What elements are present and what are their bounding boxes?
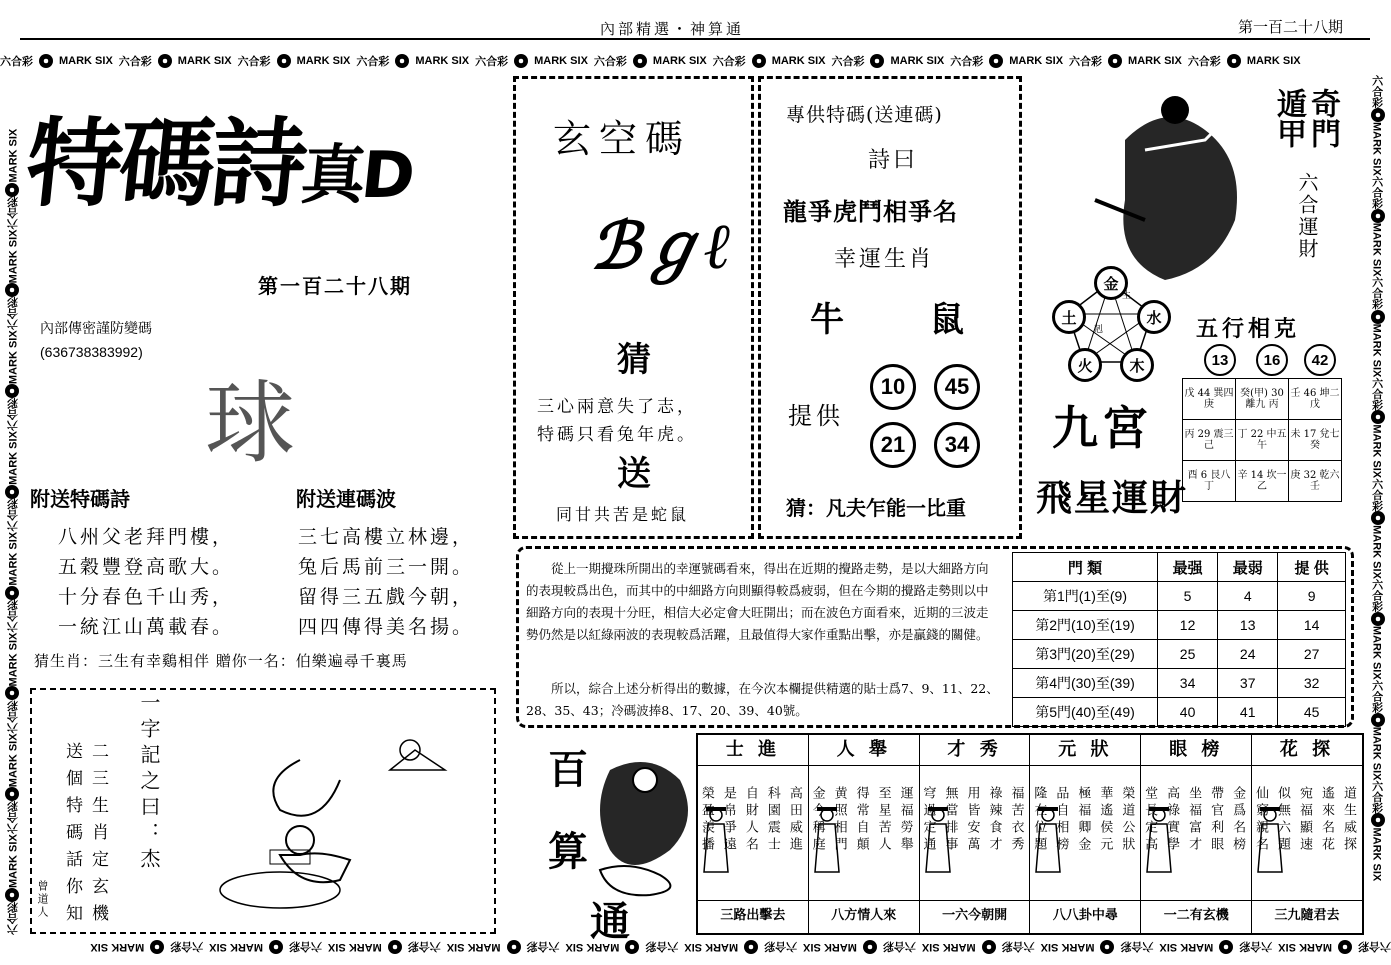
bottom-border-strip [0, 936, 1391, 958]
border-brand-text: MARK SIX [1370, 424, 1383, 479]
door-cell: 第5門(40)至(49) [1013, 698, 1158, 727]
border-logo-text: 六合彩 [882, 940, 916, 952]
border-brand-text: MARK SIX [7, 128, 20, 183]
border-logo-text: 六合彩 [1370, 780, 1383, 814]
border-brand-text: MARK SIX [327, 941, 382, 953]
flower-icon [744, 940, 758, 954]
exam-verse-column: 極福卿金 [1075, 786, 1091, 854]
border-logo-text: 六合彩 [170, 940, 204, 952]
poem-line: 一統江山萬載春。 [58, 616, 235, 638]
top-border-strip [0, 50, 1391, 72]
border-brand-text: MARK SIX [415, 55, 470, 67]
exam-verse-column: 是帛爭遠 [720, 786, 736, 854]
table-row [1013, 582, 1346, 611]
border-logo-text: 六合彩 [1370, 276, 1383, 310]
border-brand-text: MARK SIX [209, 941, 263, 953]
door-cell: 40 [1158, 698, 1218, 727]
xuan-title: 玄空碼 [553, 117, 692, 161]
wuxing-title: 五行相克 [1196, 316, 1301, 342]
secret-code: (636738383992) [40, 344, 143, 360]
border-brand-text: MARK SIX [1159, 941, 1214, 953]
border-logo-text: 六合彩 [356, 56, 390, 68]
border-brand-text: MARK SIX [1009, 55, 1064, 67]
border-logo-text: 六合彩 [7, 398, 20, 432]
exam-verse-column: 用皆安萬 [964, 786, 980, 854]
flower-icon [5, 384, 19, 398]
table-row [1013, 698, 1346, 727]
flower-icon [870, 54, 884, 68]
wuxing-number: 16 [1256, 344, 1288, 376]
xuan-guess-label: 猜 [617, 340, 651, 380]
flower-icon [5, 283, 19, 297]
flower-icon [150, 940, 164, 954]
xuan-script-glyph: ℬℊℓ [590, 209, 732, 284]
border-brand-text: MARK SIX [7, 733, 20, 788]
exam-verse-column: 品自相榜 [1053, 786, 1069, 854]
border-brand-text: MARK SIX [771, 55, 826, 67]
flower-icon [158, 54, 172, 68]
border-logo-text: 六合彩 [831, 56, 865, 68]
border-logo-text: 六合彩 [1370, 175, 1383, 209]
exam-verse-column: 榮盈羡播 [698, 786, 714, 854]
door-header: 最强 [1158, 553, 1218, 582]
exam-title: 元 狀 [1030, 735, 1140, 766]
border-logo-text: 六合彩 [0, 56, 33, 68]
liuhe-sub: 六合運財 [1295, 172, 1319, 260]
flower-icon [1108, 54, 1122, 68]
flower-icon [1371, 511, 1385, 525]
exam-footer: 三路出擊去 [698, 900, 808, 931]
exam-verse-column: 似無六題 [1274, 786, 1290, 854]
wave-line: 留得三五戲今朝， [298, 586, 475, 608]
exam-verse-column: 穹過定通 [920, 786, 936, 854]
door-header: 門 類 [1013, 553, 1158, 582]
number-ball: 45 [934, 364, 980, 410]
element-fire: 火 [1068, 348, 1102, 382]
exam-verse-column: 坐福富才 [1186, 786, 1202, 854]
flower-icon [1371, 713, 1385, 727]
wave-block [298, 522, 474, 642]
border-brand-text: MARK SIX [890, 55, 945, 67]
baisuan-char: 算 [548, 828, 588, 875]
table-row [1013, 640, 1346, 669]
border-logo-text: 六合彩 [1239, 940, 1273, 952]
header-issue: 第一百二十八期 [1238, 18, 1344, 36]
door-cell: 第1門(1)至(9) [1013, 582, 1158, 611]
border-logo-text: 六合彩 [1120, 940, 1154, 952]
scholar-illustration [200, 720, 480, 920]
nine-palace-title: 九宮 [1052, 401, 1152, 455]
exam-title: 士 進 [698, 735, 808, 766]
exam-verse-column: 道生威探 [1340, 786, 1356, 854]
exam-footer: 三九隨君去 [1252, 900, 1362, 931]
flower-icon [514, 54, 528, 68]
border-logo-text: 六合彩 [1358, 940, 1391, 952]
exam-verse-column: 運福勞舉 [897, 786, 913, 854]
border-logo-text: 六合彩 [475, 56, 509, 68]
door-cell: 第4門(30)至(39) [1013, 669, 1158, 698]
door-cell: 27 [1278, 640, 1346, 669]
analysis-para1: 從上一期攪珠所開出的幸運號碼看來，得出在近期的攪路走勢，是以大細路方向的表現較爲出色，而其中的中細路方向則顯得較爲疲弱，但在今期的攪路走勢則以中細路方向的表現十分旺，相信大必定會大旺開出；而在波色方面看來，近期的三波走勢仍然是以紅綠兩波的表現較爲活躍，且最值得大家作重點出擊，亦是贏錢的關健。 [526, 561, 989, 642]
flower-icon [5, 183, 19, 197]
dunjia-title: 遁甲 [1271, 88, 1306, 148]
special-guess-line: 猜：凡夫乍能一比重 [786, 496, 966, 520]
guess-zodiac-line: 猜生肖：三生有幸鷄相伴 贈你一名：伯樂遍尋千裏馬 [34, 652, 408, 670]
border-brand-text: MARK SIX [652, 55, 707, 67]
poem-line: 十分春色千山秀， [58, 586, 235, 608]
wave-title: 附送連碼波 [296, 487, 396, 511]
border-logo-text: 六合彩 [526, 940, 560, 952]
flower-icon [1371, 410, 1385, 424]
border-logo-text: 六合彩 [407, 940, 441, 952]
element-small-ke: 剋 [1094, 325, 1104, 335]
exam-verse-column: 帶官利眼 [1208, 786, 1224, 854]
exam-verse-column: 福苦衣秀 [1008, 786, 1024, 854]
exam-column [809, 735, 920, 933]
border-brand-text: MARK SIX [1370, 726, 1383, 781]
border-logo-text: 六合彩 [7, 902, 20, 935]
verse-column: 二三生肖定玄機 [88, 742, 108, 931]
flower-icon [5, 787, 19, 801]
border-brand-text: MARK SIX [7, 632, 20, 687]
exam-verse-column: 至星苦人 [875, 786, 891, 854]
flower-icon [5, 485, 19, 499]
exam-footer: 八八卦中尋 [1030, 900, 1140, 931]
zodiac-rat: 鼠 [930, 300, 964, 340]
element-metal: 金 [1094, 266, 1128, 300]
header-rule [20, 38, 1370, 40]
exam-verse-column: 遙來名花 [1318, 786, 1334, 854]
baisuan-char: 通 [590, 898, 630, 945]
door-cell: 9 [1278, 582, 1346, 611]
wave-line: 三七高樓立林邊， [298, 526, 475, 548]
door-cell: 24 [1218, 640, 1278, 669]
secret-label: 內部傳密謹防變碼 [40, 321, 152, 337]
border-brand-text: MARK SIX [177, 55, 232, 67]
flower-icon [982, 940, 996, 954]
border-brand-text: MARK SIX [7, 330, 20, 385]
border-logo-text: 六合彩 [950, 56, 984, 68]
border-brand-text: MARK SIX [1278, 941, 1332, 953]
verse-column: 送個特碼話你知 [62, 742, 82, 931]
border-logo-text: 六合彩 [7, 297, 20, 331]
exam-column [1030, 735, 1141, 933]
border-logo-text: 六合彩 [7, 599, 20, 633]
door-cell: 37 [1218, 669, 1278, 698]
xuan-riddle-line: 特碼只看兔年虎。 [537, 425, 697, 445]
border-logo-text: 六合彩 [7, 700, 20, 734]
flower-icon [507, 940, 521, 954]
door-cell: 5 [1158, 582, 1218, 611]
border-logo-text: 六合彩 [237, 56, 271, 68]
flower-icon [1338, 940, 1352, 954]
exam-verse-column: 華遙侯元 [1097, 786, 1113, 854]
door-cell: 45 [1278, 698, 1346, 727]
border-brand-text: MARK SIX [684, 941, 739, 953]
border-brand-text: MARK SIX [534, 55, 588, 67]
flower-icon [5, 888, 19, 902]
border-brand-text: MARK SIX [1370, 827, 1383, 882]
border-logo-text: 六合彩 [1069, 56, 1103, 68]
grid-cell: 酉 6 艮八 丁 [1183, 461, 1236, 502]
flower-icon [1100, 940, 1114, 954]
exam-column [1141, 735, 1252, 933]
grid-cell: 戊 44 巽四 庚 [1183, 379, 1236, 420]
exam-verse-column: 堂長定高 [1142, 786, 1158, 854]
exam-verse-column: 自財人名 [742, 786, 758, 854]
border-logo-text: 六合彩 [118, 56, 152, 68]
exam-section [696, 733, 1364, 935]
wave-line: 四四傳得美名揚。 [298, 616, 475, 638]
xuan-send-line: 同甘共苦是蛇鼠 [556, 505, 690, 524]
border-brand-text: MARK SIX [446, 941, 501, 953]
poem-line: 五穀豐登高歌大。 [58, 556, 235, 578]
exam-title: 花 探 [1252, 735, 1362, 766]
border-logo-text: 六合彩 [764, 940, 798, 952]
exam-verse-column: 金爲名榜 [1230, 786, 1246, 854]
exam-verse-column: 高祿實學 [1164, 786, 1180, 854]
exam-footer: 八方情人來 [809, 900, 919, 931]
door-table [1012, 552, 1346, 727]
border-logo-text: 六合彩 [1370, 478, 1383, 512]
door-cell: 4 [1218, 582, 1278, 611]
border-logo-text: 六合彩 [1370, 377, 1383, 411]
door-cell: 25 [1158, 640, 1218, 669]
exam-verse-column: 榮道公狀 [1119, 786, 1135, 854]
exam-title: 眼 榜 [1141, 735, 1251, 766]
door-cell: 第2門(10)至(19) [1013, 611, 1158, 640]
wuxing-number: 13 [1204, 344, 1236, 376]
door-cell: 第3門(20)至(29) [1013, 640, 1158, 669]
border-brand-text: MARK SIX [1370, 222, 1383, 277]
door-cell: 12 [1158, 611, 1218, 640]
exam-verse-column: 科園震士 [764, 786, 780, 854]
poem-line: 八州父老拜門樓， [58, 526, 235, 548]
exam-verse-column: 得常自顛 [853, 786, 869, 854]
border-logo-text: 六合彩 [1370, 578, 1383, 612]
border-brand-text: MARK SIX [1370, 122, 1383, 176]
door-header: 提 供 [1278, 553, 1346, 582]
border-logo-text: 六合彩 [1187, 56, 1221, 68]
table-row [1013, 611, 1346, 640]
element-earth: 土 [1052, 300, 1086, 334]
border-logo-text: 六合彩 [1001, 940, 1035, 952]
border-logo-text: 六合彩 [593, 56, 627, 68]
analysis-para2: 所以，綜合上述分析得出的數據，在今次本欄提供精選的貼士爲7、9、11、22、28、35、43；冷碼波捧8、17、20、39、40號。 [526, 681, 999, 718]
exam-footer: 一六今朝開 [920, 900, 1030, 931]
door-cell: 13 [1218, 611, 1278, 640]
flower-icon [989, 54, 1003, 68]
immortal-illustration [590, 750, 700, 900]
exam-verse-column: 高田威進 [786, 786, 802, 854]
number-ball: 10 [870, 364, 916, 410]
border-logo-text: 六合彩 [7, 801, 20, 835]
flower-icon [1371, 813, 1385, 827]
border-brand-text: MARK SIX [90, 941, 145, 953]
border-logo-text: 六合彩 [7, 196, 20, 230]
border-brand-text: MARK SIX [921, 941, 976, 953]
lucky-label: 幸運生肖 [834, 247, 935, 272]
border-brand-text: MARK SIX [296, 55, 351, 67]
border-brand-text: MARK SIX [1246, 55, 1301, 67]
flower-icon [752, 54, 766, 68]
border-brand-text: MARK SIX [7, 229, 20, 284]
flower-icon [395, 54, 409, 68]
flower-icon [1371, 108, 1385, 122]
exam-footer: 一二有玄機 [1141, 900, 1251, 931]
exam-column [920, 735, 1031, 933]
right-border-strip [1366, 75, 1388, 935]
qimen-title: 奇門 [1305, 88, 1340, 148]
flower-icon [633, 54, 647, 68]
special-line1: 專供特碼(送連碼) [786, 104, 943, 126]
border-brand-text: MARK SIX [1370, 625, 1383, 680]
border-brand-text: MARK SIX [7, 431, 20, 485]
signature: 曾道人 [36, 880, 49, 919]
door-cell: 41 [1218, 698, 1278, 727]
table-row [1013, 669, 1346, 698]
xuan-riddle-line: 三心兩意失了志， [537, 397, 697, 417]
xuan-send-label: 送 [617, 454, 651, 494]
exam-title: 才 秀 [920, 735, 1030, 766]
main-title-extra: 真D [297, 139, 415, 213]
border-logo-text: 六合彩 [712, 56, 746, 68]
exam-verse-column: 金今稱庭 [809, 786, 825, 854]
grid-cell: 未 17 兌七 癸 [1289, 420, 1342, 461]
flower-icon [388, 940, 402, 954]
flower-icon [1371, 310, 1385, 324]
provide-label: 提供 [788, 402, 844, 430]
border-logo-text: 六合彩 [1370, 75, 1383, 108]
exam-verse-column: 黄照相門 [831, 786, 847, 854]
grid-cell: 丙 29 震三 己 [1183, 420, 1236, 461]
border-brand-text: MARK SIX [7, 531, 20, 586]
border-logo-text: 六合彩 [1370, 679, 1383, 713]
border-logo-text: 六合彩 [288, 940, 322, 952]
border-brand-text: MARK SIX [1370, 525, 1383, 579]
flying-star-title: 飛星運財 [1036, 477, 1189, 519]
word-title: 一字記之曰：杰 [137, 692, 161, 874]
door-header: 最弱 [1218, 553, 1278, 582]
exam-verse-column: 仙窮親名 [1252, 786, 1268, 854]
wave-line: 兔后馬前三一開。 [298, 556, 475, 578]
flower-icon [863, 940, 877, 954]
flower-icon [269, 940, 283, 954]
wuxing-number: 42 [1304, 344, 1336, 376]
poem-block [58, 522, 234, 642]
door-cell: 32 [1278, 669, 1346, 698]
flower-icon [5, 586, 19, 600]
flower-icon [1227, 54, 1241, 68]
element-wood: 木 [1120, 348, 1154, 382]
special-poem: 龍爭虎鬥相爭名 [783, 197, 958, 226]
flower-icon [1219, 940, 1233, 954]
element-small-sheng: 生 [1122, 291, 1132, 301]
issue-label: 第一百二十八期 [258, 274, 412, 298]
border-brand-text: MARK SIX [59, 55, 113, 67]
grid-cell: 辛 14 坎一 乙 [1236, 461, 1289, 502]
border-brand-text: MARK SIX [803, 941, 857, 953]
border-brand-text: MARK SIX [1370, 323, 1383, 378]
border-brand-text: MARK SIX [7, 834, 20, 888]
zodiac-ox: 牛 [810, 300, 844, 340]
main-title [21, 88, 420, 218]
grid-cell: 丁 22 中五 午 [1236, 420, 1289, 461]
door-cell: 34 [1158, 669, 1218, 698]
border-brand-text: MARK SIX [1040, 941, 1095, 953]
grid-cell: 庚 32 乾六 壬 [1289, 461, 1342, 502]
exam-verse-column: 隆在位題 [1031, 786, 1047, 854]
exam-column [1252, 735, 1362, 933]
exam-title: 人 舉 [809, 735, 919, 766]
grid-cell: 壬 46 坤二 戊 [1289, 379, 1342, 420]
border-brand-text: MARK SIX [1128, 55, 1182, 67]
baisuan-char: 百 [548, 746, 588, 793]
exam-verse-column: 宛福顯速 [1296, 786, 1312, 854]
main-title-text: 特碼詩 [20, 108, 309, 220]
exam-verse-column: 無當排事 [942, 786, 958, 854]
flower-icon [1371, 209, 1385, 223]
border-logo-text: 六合彩 [645, 940, 679, 952]
special-line2: 詩曰 [868, 148, 919, 173]
grid-cell: 癸(甲) 30 離九 丙 [1236, 379, 1289, 420]
flower-icon [5, 686, 19, 700]
border-logo-text: 六合彩 [7, 498, 20, 532]
door-cell: 14 [1278, 611, 1346, 640]
flower-icon [277, 54, 291, 68]
number-ball: 34 [934, 422, 980, 468]
nine-palace-grid [1182, 378, 1342, 502]
exam-column [698, 735, 809, 933]
flower-icon [39, 54, 53, 68]
element-water: 水 [1137, 300, 1171, 334]
header-center-text: 內部精選・神算通 [600, 20, 745, 38]
flower-icon [1371, 612, 1385, 626]
poem-title: 附送特碼詩 [30, 487, 130, 511]
exam-verse-column: 祿辣食才 [986, 786, 1002, 854]
number-ball: 21 [870, 422, 916, 468]
ball-character: 球 [205, 371, 295, 476]
border-brand-text: MARK SIX [565, 941, 620, 953]
left-border-strip [2, 75, 24, 935]
